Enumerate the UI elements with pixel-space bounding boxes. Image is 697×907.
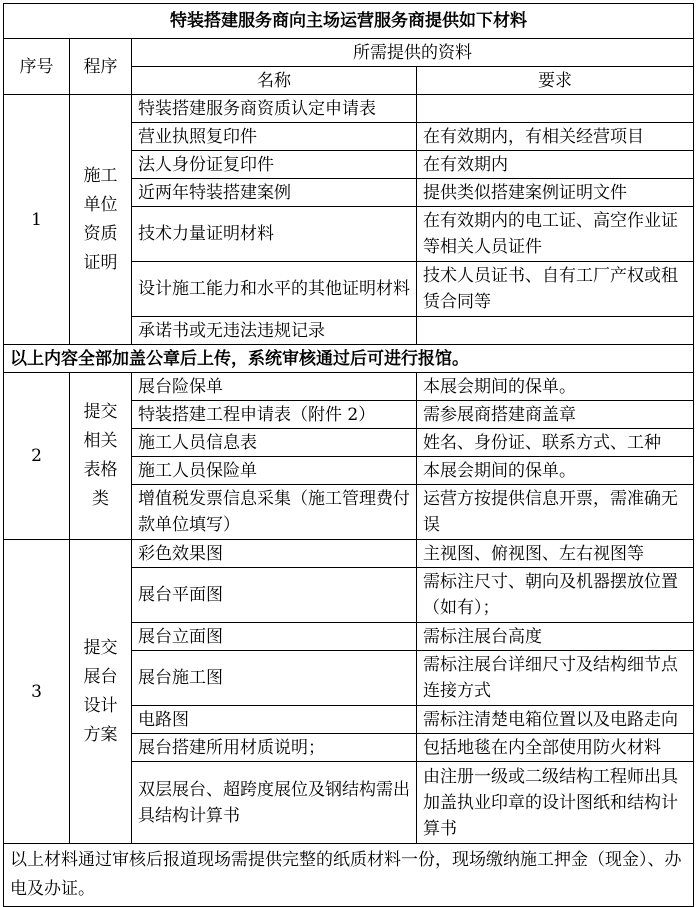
name-cell: 电路图 xyxy=(132,706,417,734)
req-cell: 提供类似搭建案例证明文件 xyxy=(417,179,694,207)
seq-cell: 1 xyxy=(4,95,70,345)
proc-cell: 提交展台设计方案 xyxy=(70,540,132,844)
req-cell: 需标注尺寸、朝向及机器摆放位置（如有）； xyxy=(417,568,694,623)
header-seq: 序号 xyxy=(4,39,70,95)
req-cell: 本展会期间的保单。 xyxy=(417,373,694,401)
name-cell: 增值税发票信息采集（施工管理费付款单位填写） xyxy=(132,485,417,540)
name-cell: 营业执照复印件 xyxy=(132,123,417,151)
req-cell xyxy=(417,317,694,345)
req-cell xyxy=(417,95,694,123)
req-cell: 运营方按提供信息开票，需准确无误 xyxy=(417,485,694,540)
name-cell: 近两年特装搭建案例 xyxy=(132,179,417,207)
seq-cell: 3 xyxy=(4,540,70,844)
name-cell: 双层展台、超跨度展位及钢结构需出具结构计算书 xyxy=(132,762,417,844)
req-cell: 主视图、俯视图、左右视图等 xyxy=(417,540,694,568)
proc-cell: 提交相关表格类 xyxy=(70,373,132,540)
table-row xyxy=(4,95,694,123)
note-stamp-upload: 以上内容全部加盖公章后上传，系统审核通过后可进行报馆。 xyxy=(4,345,694,373)
req-cell: 需标注清楚电箱位置以及电路走向 xyxy=(417,706,694,734)
name-cell: 施工人员信息表 xyxy=(132,429,417,457)
name-cell: 展台险保单 xyxy=(132,373,417,401)
table-row xyxy=(4,540,694,568)
name-cell: 设计施工能力和水平的其他证明材料 xyxy=(132,262,417,317)
req-cell: 需标注展台详细尺寸及结构细节点连接方式 xyxy=(417,651,694,706)
note-onsite: 以上材料通过审核后报道现场需提供完整的纸质材料一份，现场缴纳施工押金（现金）、办电及办证。 xyxy=(4,844,694,907)
table-title: 特装搭建服务商向主场运营服务商提供如下材料 xyxy=(4,4,694,39)
table-row xyxy=(4,373,694,401)
materials-table xyxy=(3,3,694,907)
req-cell: 需参展商搭建商盖章 xyxy=(417,401,694,429)
req-cell: 需标注展台高度 xyxy=(417,623,694,651)
req-cell: 技术人员证书、自有工厂产权或租赁合同等 xyxy=(417,262,694,317)
name-cell: 承诺书或无违法违规记录 xyxy=(132,317,417,345)
req-cell: 本展会期间的保单。 xyxy=(417,457,694,485)
name-cell: 特装搭建服务商资质认定申请表 xyxy=(132,95,417,123)
name-cell: 特装搭建工程申请表（附件 2） xyxy=(132,401,417,429)
req-cell: 姓名、身份证、联系方式、工种 xyxy=(417,429,694,457)
name-cell: 施工人员保险单 xyxy=(132,457,417,485)
req-cell: 在有效期内 xyxy=(417,151,694,179)
name-cell: 技术力量证明材料 xyxy=(132,207,417,262)
req-cell: 由注册一级或二级结构工程师出具加盖执业印章的设计图纸和结构计算书 xyxy=(417,762,694,844)
name-cell: 展台平面图 xyxy=(132,568,417,623)
seq-cell: 2 xyxy=(4,373,70,540)
name-cell: 法人身份证复印件 xyxy=(132,151,417,179)
proc-cell: 施工单位资质证明 xyxy=(70,95,132,345)
header-materials: 所需提供的资料 xyxy=(132,39,694,67)
name-cell: 展台立面图 xyxy=(132,623,417,651)
header-name: 名称 xyxy=(132,67,417,95)
header-req: 要求 xyxy=(417,67,694,95)
name-cell: 展台搭建所用材质说明； xyxy=(132,734,417,762)
name-cell: 彩色效果图 xyxy=(132,540,417,568)
header-proc: 程序 xyxy=(70,39,132,95)
req-cell: 包括地毯在内全部使用防火材料 xyxy=(417,734,694,762)
name-cell: 展台施工图 xyxy=(132,651,417,706)
req-cell: 在有效期内，有相关经营项目 xyxy=(417,123,694,151)
req-cell: 在有效期内的电工证、高空作业证等相关人员证件 xyxy=(417,207,694,262)
